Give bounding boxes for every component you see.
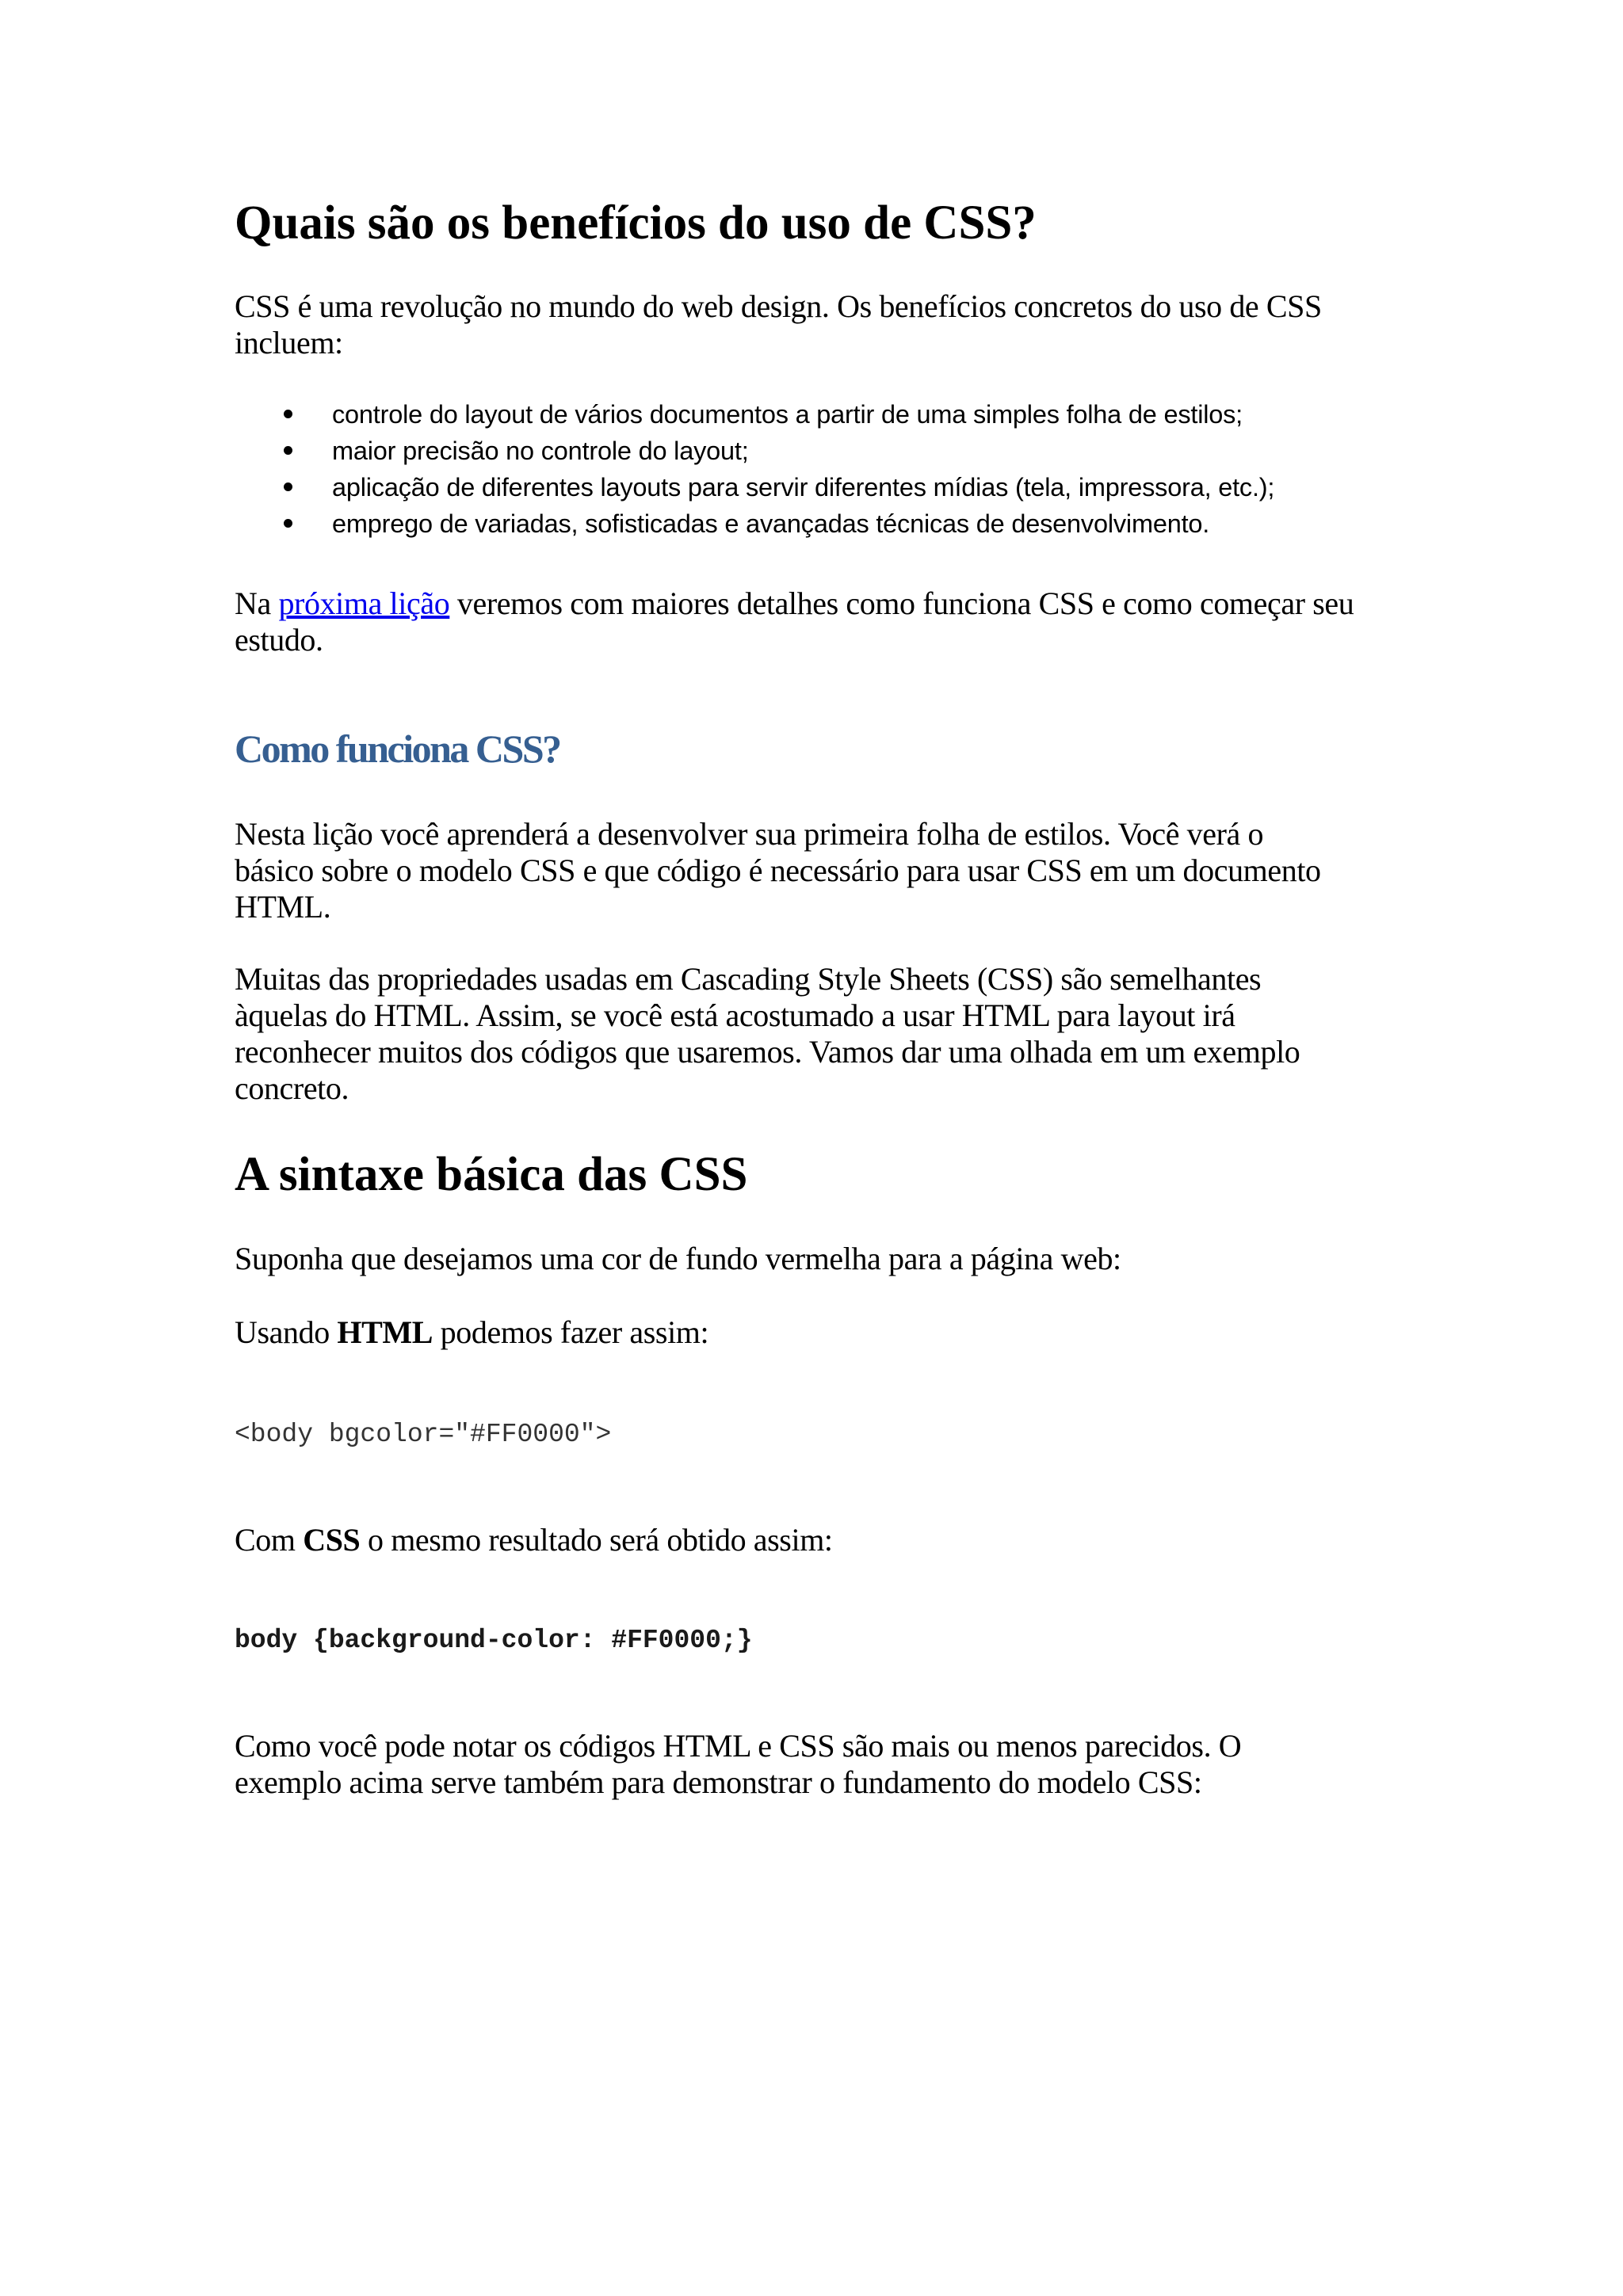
bullet-icon bbox=[284, 519, 292, 528]
bullet-icon bbox=[284, 446, 292, 455]
benefits-list bbox=[235, 396, 1407, 542]
css-example-intro: Com CSS o mesmo resultado será obtido assim: bbox=[235, 1522, 833, 1558]
next-lesson-paragraph: Na próxima lição veremos com maiores detalhes como funciona CSS e como começar seu estudo. bbox=[235, 585, 1354, 658]
bullet-icon bbox=[284, 410, 292, 418]
section-title-how-it-works: Como funciona CSS? bbox=[235, 727, 560, 771]
css-code-sample: body {background-color: #FF0000;} bbox=[235, 1626, 753, 1655]
list-item: emprego de variadas, sofisticadas e avançadas técnicas de desenvolvimento. bbox=[235, 505, 1407, 542]
closing-paragraph: Como você pode notar os códigos HTML e CSS são mais ou menos parecidos. O exemplo acima serve também para demonstrar o fundamento do modelo CSS: bbox=[235, 1728, 1242, 1800]
how-it-works-paragraph-1: Nesta lição você aprenderá a desenvolver sua primeira folha de estilos. Você verá o básico sobre o modelo CSS e que código é necessário para usar CSS em um documento HTML. bbox=[235, 816, 1321, 925]
how-it-works-paragraph-2: Muitas das propriedades usadas em Cascading Style Sheets (CSS) são semelhantes àquelas do HTML. Assim, se você está acostumado a usar HTML para layout irá reconhecer muitos dos códigos que usaremos. Vamos dar uma olhada em um exemplo concreto. bbox=[235, 961, 1300, 1106]
syntax-intro: Suponha que desejamos uma cor de fundo vermelha para a página web: bbox=[235, 1241, 1121, 1276]
html-code-sample: <body bgcolor="#FF0000"> bbox=[235, 1420, 612, 1449]
list-item: controle do layout de vários documentos a partir de uma simples folha de estilos; bbox=[235, 396, 1407, 433]
section-title-syntax: A sintaxe básica das CSS bbox=[235, 1148, 748, 1201]
bullet-icon bbox=[284, 482, 292, 491]
benefits-intro-line-1: CSS é uma revolução no mundo do web design. Os benefícios concretos do uso de CSS bbox=[235, 288, 1322, 324]
list-item: maior precisão no controle do layout; bbox=[235, 433, 1407, 469]
benefits-intro bbox=[235, 288, 1407, 361]
html-example-intro: Usando HTML podemos fazer assim: bbox=[235, 1314, 709, 1350]
list-item: aplicação de diferentes layouts para servir diferentes mídias (tela, impressora, etc.); bbox=[235, 469, 1407, 505]
benefits-intro-line-2: incluem: bbox=[235, 325, 343, 360]
section-title-benefits: Quais são os benefícios do uso de CSS? bbox=[235, 196, 1037, 250]
next-lesson-link[interactable]: próxima lição bbox=[278, 585, 450, 621]
